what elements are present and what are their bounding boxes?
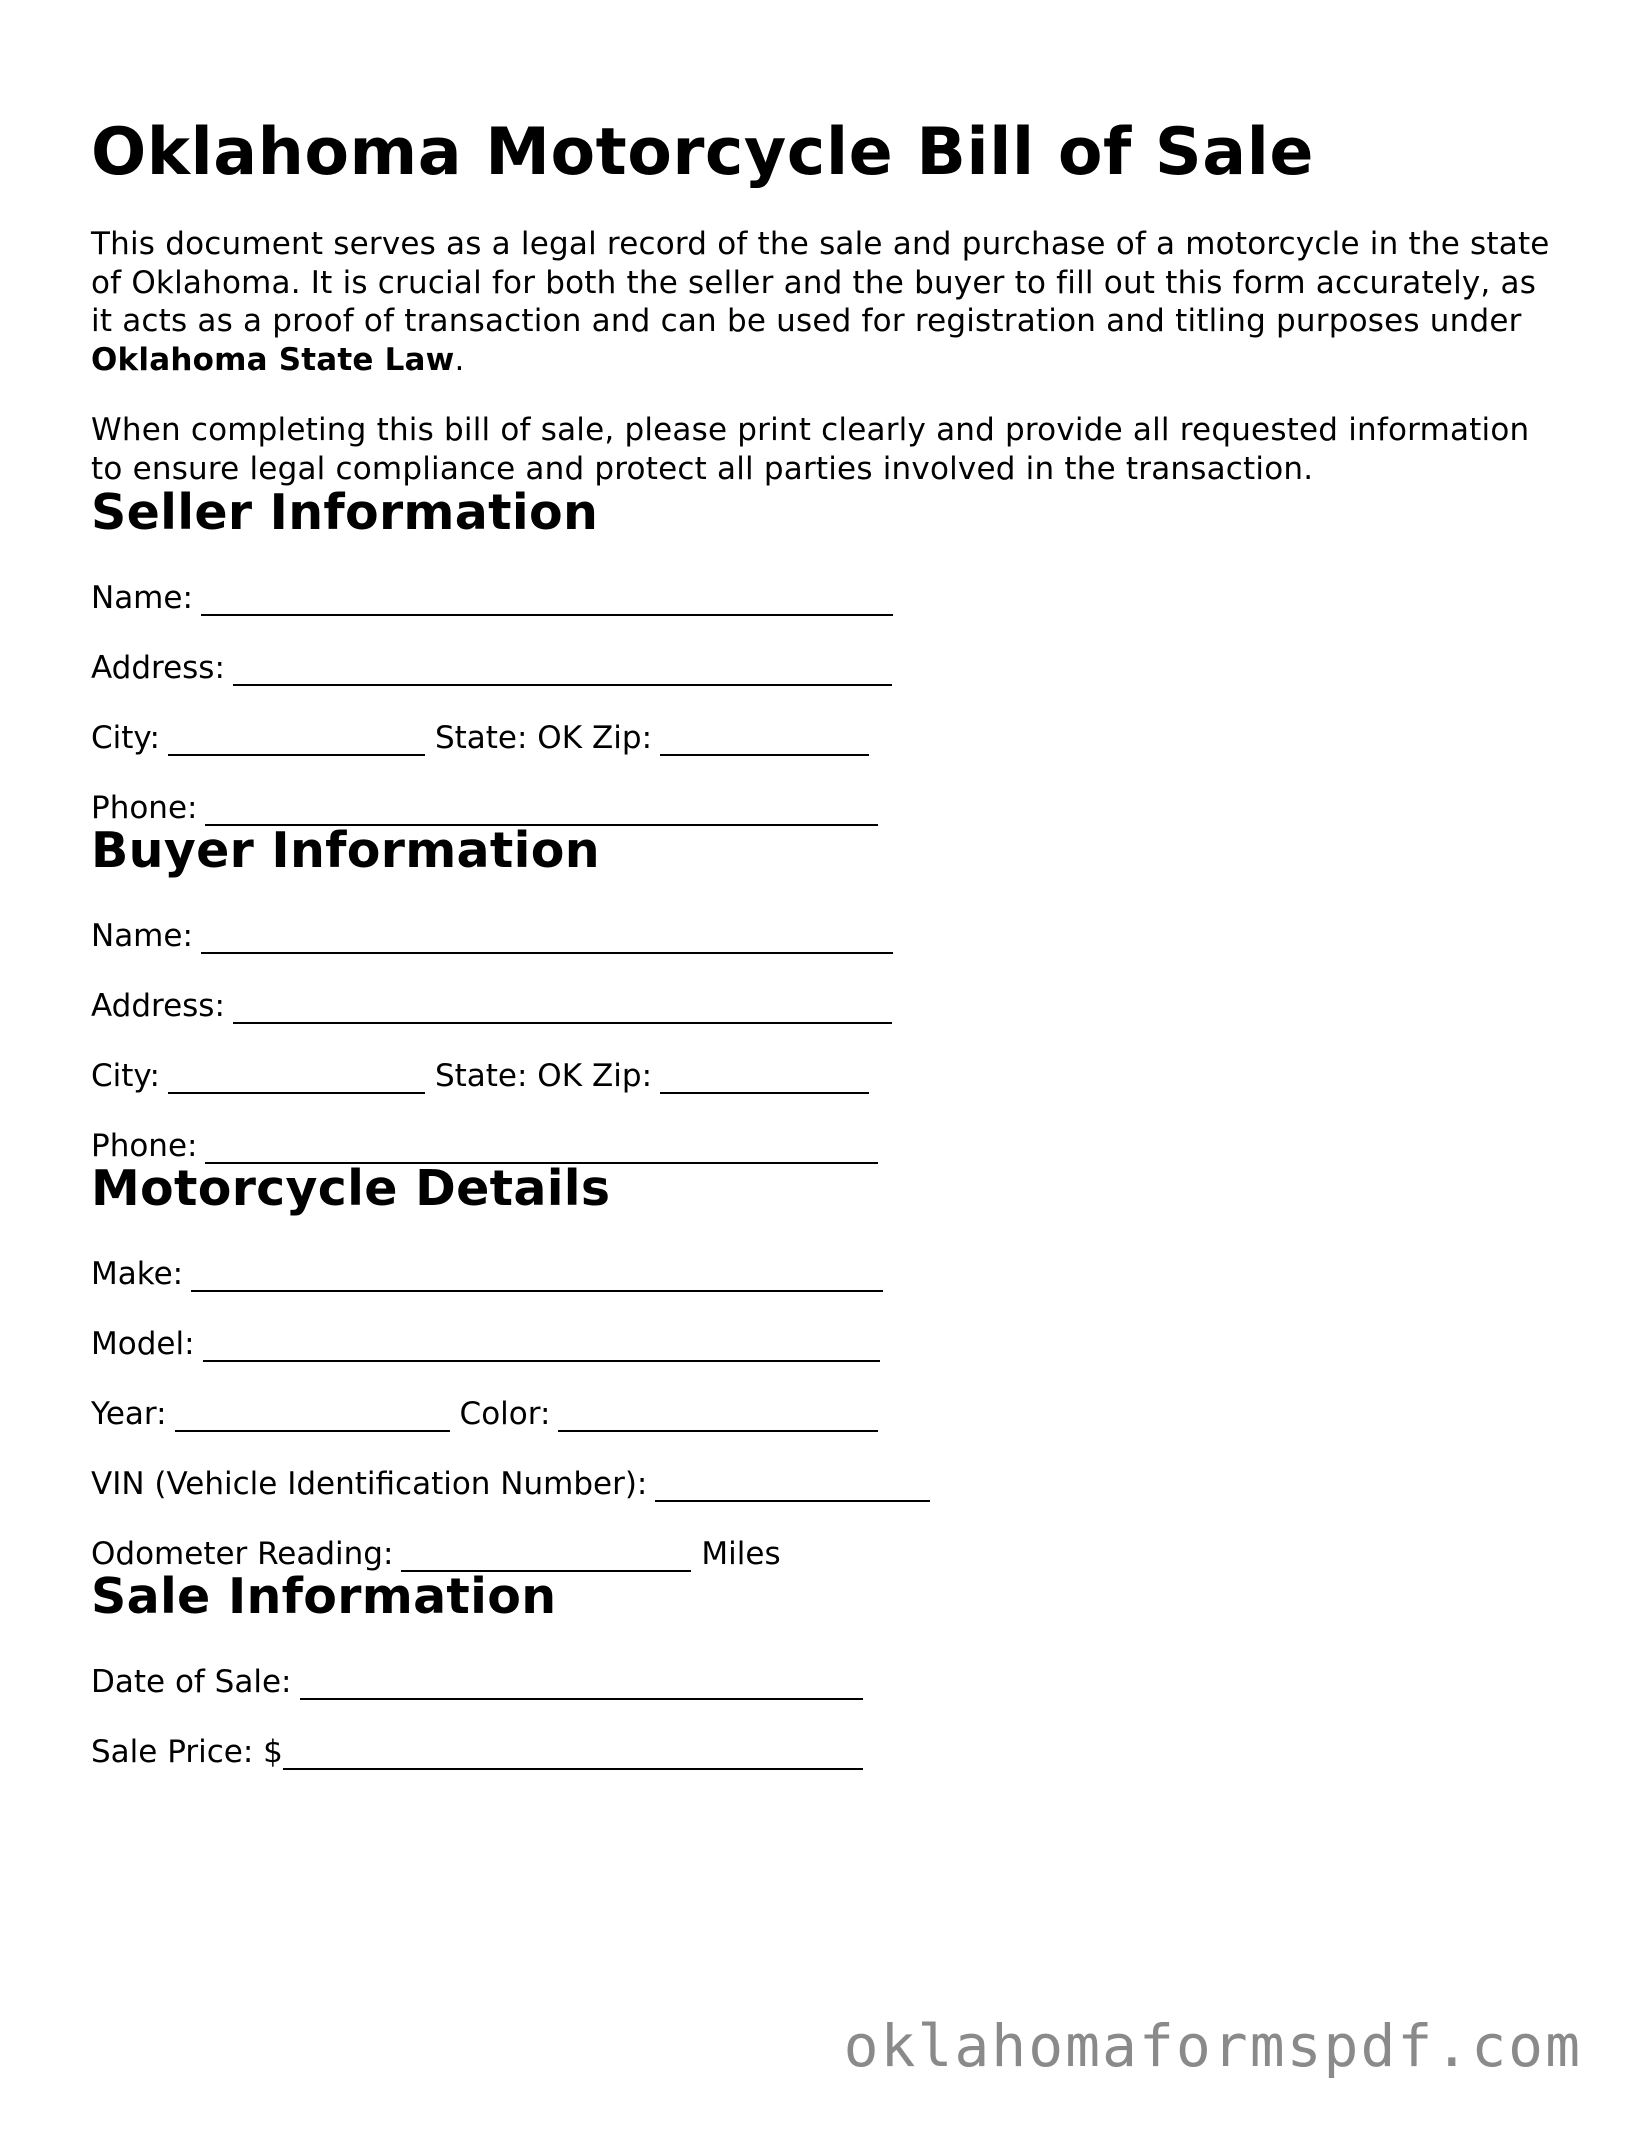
- seller-city-label: City:: [91, 720, 160, 756]
- watermark: oklahomaformspdf.com: [843, 2012, 1582, 2080]
- year-field[interactable]: [175, 1402, 450, 1432]
- vin-row: [91, 1466, 1561, 1502]
- seller-name-label: Name:: [91, 580, 193, 616]
- odometer-row: [91, 1536, 1561, 1572]
- date-of-sale-field[interactable]: [300, 1670, 863, 1700]
- make-row: [91, 1256, 1561, 1292]
- seller-heading: Seller Information: [91, 484, 599, 541]
- document-title: Oklahoma Motorcycle Bill of Sale: [91, 115, 1314, 190]
- seller-zip-field[interactable]: [660, 726, 869, 756]
- vin-label: VIN (Vehicle Identification Number):: [91, 1466, 648, 1502]
- buyer-heading: Buyer Information: [91, 822, 600, 879]
- intro-paragraph-2: When completing this bill of sale, please print clearly and provide all requested information to ensure legal compliance and protect all parties involved in the transaction.: [91, 412, 1530, 487]
- odometer-label: Odometer Reading:: [91, 1536, 394, 1572]
- intro-paragraph-1-bold: Oklahoma State Law: [91, 341, 455, 378]
- vin-field[interactable]: [655, 1472, 930, 1502]
- seller-address-label: Address:: [91, 650, 225, 686]
- seller-state-label: State: OK: [434, 720, 583, 756]
- intro-paragraph-1-text: This document serves as a legal record of the sale and purchase of a motorcycle in the state of Oklahoma. It is crucial for both the seller and the buyer to fill out this form accurately, as it acts as a proof of transaction and can be used for registration and titling purposes under: [91, 226, 1550, 339]
- seller-city-field[interactable]: [168, 726, 425, 756]
- buyer-phone-row: [91, 1128, 1561, 1164]
- seller-phone-label: Phone:: [91, 790, 198, 826]
- seller-address-row: [91, 650, 1561, 686]
- year-label: Year:: [91, 1396, 167, 1432]
- model-label: Model:: [91, 1326, 195, 1362]
- sale-price-field[interactable]: [283, 1740, 863, 1770]
- seller-name-row: [91, 580, 1561, 616]
- model-row: [91, 1326, 1561, 1362]
- year-color-row: [91, 1396, 1561, 1432]
- buyer-city-row: [91, 1058, 1561, 1094]
- buyer-zip-field[interactable]: [660, 1064, 869, 1094]
- seller-city-row: [91, 720, 1561, 756]
- make-label: Make:: [91, 1256, 184, 1292]
- miles-label: Miles: [701, 1536, 781, 1572]
- make-field[interactable]: [191, 1262, 883, 1292]
- seller-name-field[interactable]: [201, 586, 893, 616]
- seller-address-field[interactable]: [233, 656, 892, 686]
- buyer-name-row: [91, 918, 1561, 954]
- model-field[interactable]: [203, 1332, 880, 1362]
- buyer-state-label: State: OK: [434, 1058, 583, 1094]
- date-of-sale-label: Date of Sale:: [91, 1664, 292, 1700]
- date-of-sale-row: [91, 1664, 1561, 1700]
- buyer-phone-label: Phone:: [91, 1128, 198, 1164]
- buyer-address-label: Address:: [91, 988, 225, 1024]
- sale-price-label: Sale Price: $: [91, 1734, 283, 1770]
- buyer-zip-label: Zip:: [592, 1058, 653, 1094]
- motorcycle-heading: Motorcycle Details: [91, 1160, 611, 1217]
- color-label: Color:: [459, 1396, 551, 1432]
- buyer-city-field[interactable]: [168, 1064, 425, 1094]
- sale-heading: Sale Information: [91, 1568, 557, 1625]
- color-field[interactable]: [558, 1402, 878, 1432]
- buyer-name-label: Name:: [91, 918, 193, 954]
- buyer-address-row: [91, 988, 1561, 1024]
- intro-paragraph-1-end: .: [454, 341, 465, 378]
- buyer-name-field[interactable]: [201, 924, 893, 954]
- buyer-city-label: City:: [91, 1058, 160, 1094]
- intro-paragraph-1: [91, 225, 1561, 379]
- buyer-address-field[interactable]: [233, 994, 892, 1024]
- seller-phone-row: [91, 790, 1561, 826]
- document-page: [91, 105, 1561, 1770]
- seller-zip-label: Zip:: [592, 720, 653, 756]
- sale-price-row: [91, 1734, 1561, 1770]
